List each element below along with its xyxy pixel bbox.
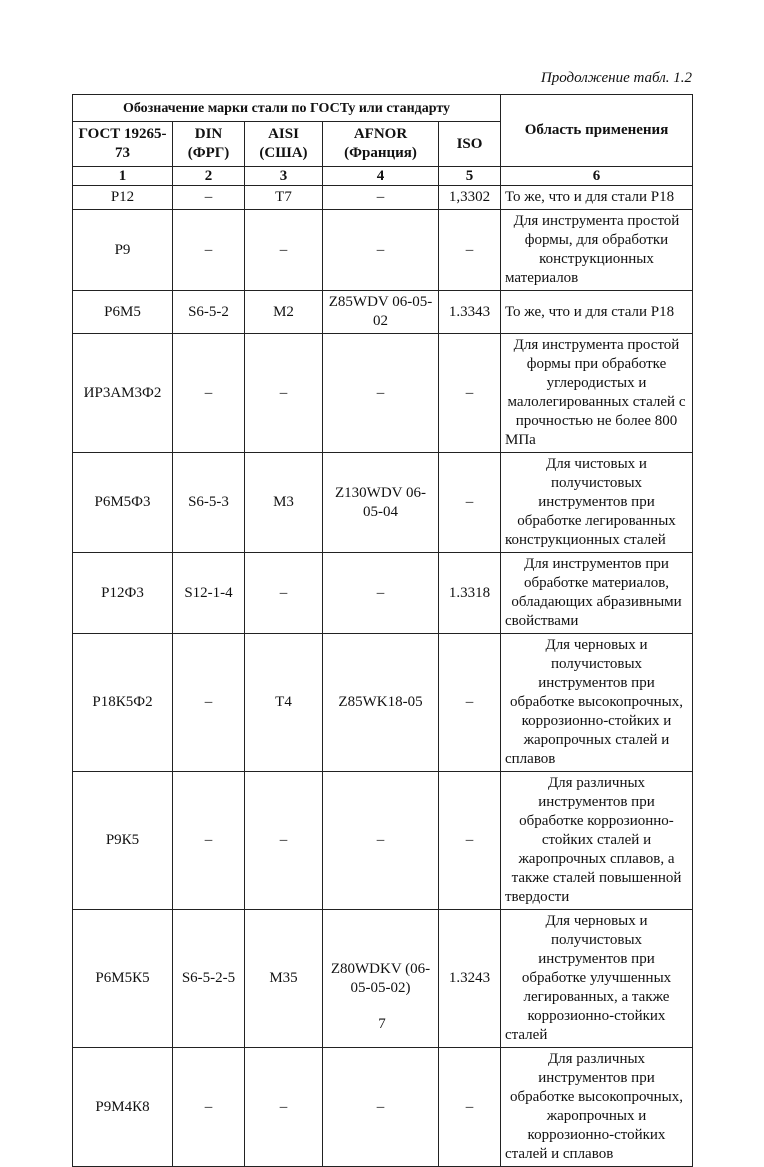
cell-din: S12-1-4 bbox=[173, 553, 245, 634]
column-number: 2 bbox=[173, 167, 245, 186]
header-application-area: Область применения bbox=[501, 95, 693, 167]
cell-application: Для инструмента простой формы, для обработки конструкционных материалов bbox=[501, 210, 693, 291]
cell-afnor: Z130WDV 06-05-04 bbox=[323, 453, 439, 553]
header-iso: ISO bbox=[439, 122, 501, 167]
table-row bbox=[73, 291, 693, 334]
cell-aisi: M35 bbox=[245, 910, 323, 1048]
cell-gost: Р9М4К8 bbox=[73, 1048, 173, 1167]
cell-aisi: – bbox=[245, 210, 323, 291]
cell-afnor: – bbox=[323, 210, 439, 291]
cell-gost: ИР3АМ3Ф2 bbox=[73, 334, 173, 453]
cell-gost: Р6М5К5 bbox=[73, 910, 173, 1048]
cell-aisi: – bbox=[245, 334, 323, 453]
column-number: 5 bbox=[439, 167, 501, 186]
table-row bbox=[73, 772, 693, 910]
cell-gost: Р6М5Ф3 bbox=[73, 453, 173, 553]
steel-grades-table bbox=[72, 94, 693, 1167]
cell-application: То же, что и для стали Р18 bbox=[501, 186, 693, 210]
table-row bbox=[73, 634, 693, 772]
table-row bbox=[73, 186, 693, 210]
header-gost: ГОСТ 19265-73 bbox=[73, 122, 173, 167]
column-number: 4 bbox=[323, 167, 439, 186]
column-number-row bbox=[73, 167, 693, 186]
cell-aisi: Т7 bbox=[245, 186, 323, 210]
cell-aisi: – bbox=[245, 553, 323, 634]
table-caption: Продолжение табл. 1.2 bbox=[540, 70, 692, 86]
cell-iso: – bbox=[439, 334, 501, 453]
cell-gost: Р6М5 bbox=[73, 291, 173, 334]
cell-din: – bbox=[173, 772, 245, 910]
cell-aisi: – bbox=[245, 772, 323, 910]
cell-afnor: Z80WDKV (06-05-05-02) bbox=[323, 910, 439, 1048]
cell-iso: – bbox=[439, 1048, 501, 1167]
cell-din: – bbox=[173, 1048, 245, 1167]
column-number: 3 bbox=[245, 167, 323, 186]
cell-iso: 1.3243 bbox=[439, 910, 501, 1048]
cell-din: – bbox=[173, 334, 245, 453]
cell-iso: 1,3302 bbox=[439, 186, 501, 210]
column-number: 1 bbox=[73, 167, 173, 186]
cell-iso: 1.3318 bbox=[439, 553, 501, 634]
cell-iso: – bbox=[439, 634, 501, 772]
cell-afnor: – bbox=[323, 772, 439, 910]
cell-aisi: M3 bbox=[245, 453, 323, 553]
cell-din: – bbox=[173, 210, 245, 291]
cell-aisi: Т4 bbox=[245, 634, 323, 772]
cell-din: – bbox=[173, 186, 245, 210]
cell-application: То же, что и для стали Р18 bbox=[501, 291, 693, 334]
cell-afnor: – bbox=[323, 1048, 439, 1167]
cell-din: S6-5-2 bbox=[173, 291, 245, 334]
cell-gost: Р18К5Ф2 bbox=[73, 634, 173, 772]
cell-afnor: Z85WK18-05 bbox=[323, 634, 439, 772]
cell-iso: – bbox=[439, 210, 501, 291]
table-row bbox=[73, 334, 693, 453]
cell-afnor: – bbox=[323, 334, 439, 453]
cell-application: Для инструмента простой формы при обработке углеродистых и малолегированных сталей с прочностью не более 800 МПа bbox=[501, 334, 693, 453]
cell-aisi: – bbox=[245, 1048, 323, 1167]
cell-din: S6-5-2-5 bbox=[173, 910, 245, 1048]
cell-afnor: Z85WDV 06-05-02 bbox=[323, 291, 439, 334]
table-row bbox=[73, 1048, 693, 1167]
cell-iso: – bbox=[439, 453, 501, 553]
cell-application: Для чистовых и получистовых инструментов при обработке легированных конструкционных сталей bbox=[501, 453, 693, 553]
cell-din: – bbox=[173, 634, 245, 772]
header-aisi: AISI (США) bbox=[245, 122, 323, 167]
cell-application: Для различных инструментов при обработке коррозионно-стойких сталей и жаропрочных сплавов, а также сталей повышенной твердости bbox=[501, 772, 693, 910]
table-row bbox=[73, 453, 693, 553]
cell-afnor: – bbox=[323, 186, 439, 210]
cell-gost: Р12Ф3 bbox=[73, 553, 173, 634]
cell-gost: Р9К5 bbox=[73, 772, 173, 910]
cell-gost: Р9 bbox=[73, 210, 173, 291]
cell-aisi: M2 bbox=[245, 291, 323, 334]
cell-afnor: – bbox=[323, 553, 439, 634]
cell-gost: Р12 bbox=[73, 186, 173, 210]
table-row bbox=[73, 210, 693, 291]
cell-iso: – bbox=[439, 772, 501, 910]
table-row bbox=[73, 553, 693, 634]
cell-iso: 1.3343 bbox=[439, 291, 501, 334]
cell-application: Для инструментов при обработке материалов, обладающих абразивными свойствами bbox=[501, 553, 693, 634]
header-designation-group: Обозначение марки стали по ГОСТу или стандарту bbox=[73, 95, 501, 122]
header-afnor: AFNOR (Франция) bbox=[323, 122, 439, 167]
column-number: 6 bbox=[501, 167, 693, 186]
cell-application: Для черновых и получистовых инструментов при обработке улучшенных легированных, а также коррозионно-стойких сталей bbox=[501, 910, 693, 1048]
cell-application: Для различных инструментов при обработке высокопрочных, жаропрочных и коррозионно-стойких сталей и сплавов bbox=[501, 1048, 693, 1167]
header-din: DIN (ФРГ) bbox=[173, 122, 245, 167]
page-number: 7 bbox=[378, 1016, 386, 1032]
cell-din: S6-5-3 bbox=[173, 453, 245, 553]
cell-application: Для черновых и получистовых инструментов при обработке высокопрочных, коррозионно-стойких и жаропрочных сталей и сплавов bbox=[501, 634, 693, 772]
